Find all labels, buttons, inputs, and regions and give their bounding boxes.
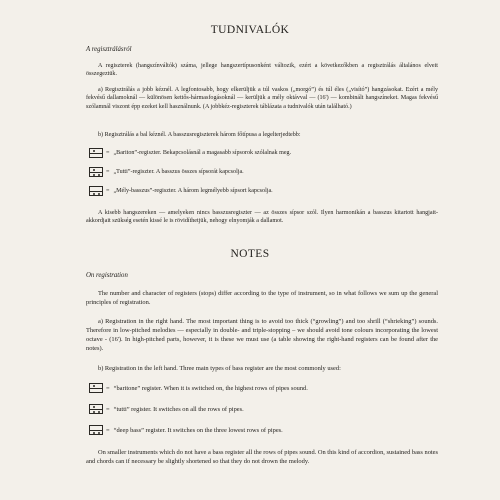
hu-para-a: a) Regisztrálás a jobb kéznél. A legfontosabb, hogy elkerüljük a túl vaskos („morgó”) és túl éles („visító”) hangzásokat. Ezért a mély fekvésű dallamoknál — különösen kettős-hármasfogásoknál — kerüljük a mély oktávval — (16') — kombinált hangszíneket. Magas fekvésű szólamnál viszont épp ezeket kell használnunk. (A jobbkéz-regiszterek táblázata a tudnivalók után található.) — [86, 87, 438, 110]
bass-register-deep-icon — [89, 425, 103, 435]
hu-closing: A kisebb hangszereken — amelyeken nincs basszusregiszter — az összes sípsor szól. Ilyen harmonikán a basszus kitartott hangjait-akkordjait szükség esetén kissé le is rövidíthetjük, nehogy elnyomják a dallamot. — [86, 210, 438, 225]
en-subtitle: On registration — [86, 272, 128, 279]
hu-intro: A regiszterek (hangszínváltók) száma, jellege hangszertípusonként változik, ezért a következőkben a regisztrálás általános elveit összegeztük. — [86, 63, 438, 78]
hu-register-deep-bass: = „Mély-basszus”-regiszter. A három legmélyebb sípsort kapcsolja. — [89, 185, 273, 197]
register-text: „Bariton”-regiszter. Bekapcsolásnál a magasabb sípsorok szólalnak meg. — [113, 150, 292, 156]
en-para-a: a) Registration in the right hand. The most important thing is to avoid too thick (“growling”) and too shrill (“shrieking”) sounds. Therefore in low-pitched melodies — especially in double- and triple-stopping – we should avoid tone colours incorporating the lowest octave - (16'). In high-pitched parts, however, it is these we must use (a table showing the right-hand registers can be found after the notes). — [86, 318, 438, 352]
en-title: NOTES — [230, 248, 270, 260]
bass-register-tutti-icon — [89, 404, 103, 414]
en-closing: On smaller instruments which do not have a bass register all the rows of pipes sound. On this kind of accordion, sustained bass notes and chords can if necessary be slightly shortened so that they do not drown the melody. — [86, 449, 438, 465]
hu-para-b: b) Regisztrálás a bal kéznél. A basszusregiszterek három főtípusa a legelterjedtebb: — [98, 132, 301, 138]
en-para-b: b) Registration in the left hand. Three main types of bass register are the most commonly used: — [98, 365, 341, 372]
bass-register-baritone-icon — [89, 383, 103, 393]
register-text: „Mély-basszus”-regiszter. A három legmélyebb sípsort kapcsolja. — [113, 188, 273, 194]
en-register-deep-bass: = “deep bass” register. It switches on the three lowest rows of pipes. — [89, 424, 283, 436]
hu-subtitle: A regisztrálásról — [86, 46, 132, 53]
hu-title: TUDNIVALÓK — [210, 24, 290, 36]
register-text: “tutti” register. It switches on all the rows of pipes. — [113, 405, 244, 413]
bass-register-baritone-icon — [89, 148, 103, 158]
en-register-tutti: = “tutti” register. It switches on all the rows of pipes. — [89, 403, 244, 415]
bass-register-tutti-icon — [89, 167, 103, 177]
hu-register-tutti: = „Tutti”-regiszter. A basszus összes sípsorát kapcsolja. — [89, 166, 244, 178]
register-text: “deep bass” register. It switches on the three lowest rows of pipes. — [113, 426, 283, 434]
register-text: „Tutti”-regiszter. A basszus összes sípsorát kapcsolja. — [113, 169, 244, 175]
register-text: “baritone” register. When it is switched on, the highest rows of pipes sound. — [113, 384, 308, 392]
en-register-baritone: = “baritone” register. When it is switched on, the highest rows of pipes sound. — [89, 382, 308, 394]
hu-register-baritone: = „Bariton”-regiszter. Bekapcsolásnál a magasabb sípsorok szólalnak meg. — [89, 147, 291, 159]
en-intro: The number and character of registers (stops) differ according to the type of instrument, so in what follows we sum up the general principles of registration. — [86, 290, 438, 306]
bass-register-deep-icon — [89, 186, 103, 196]
